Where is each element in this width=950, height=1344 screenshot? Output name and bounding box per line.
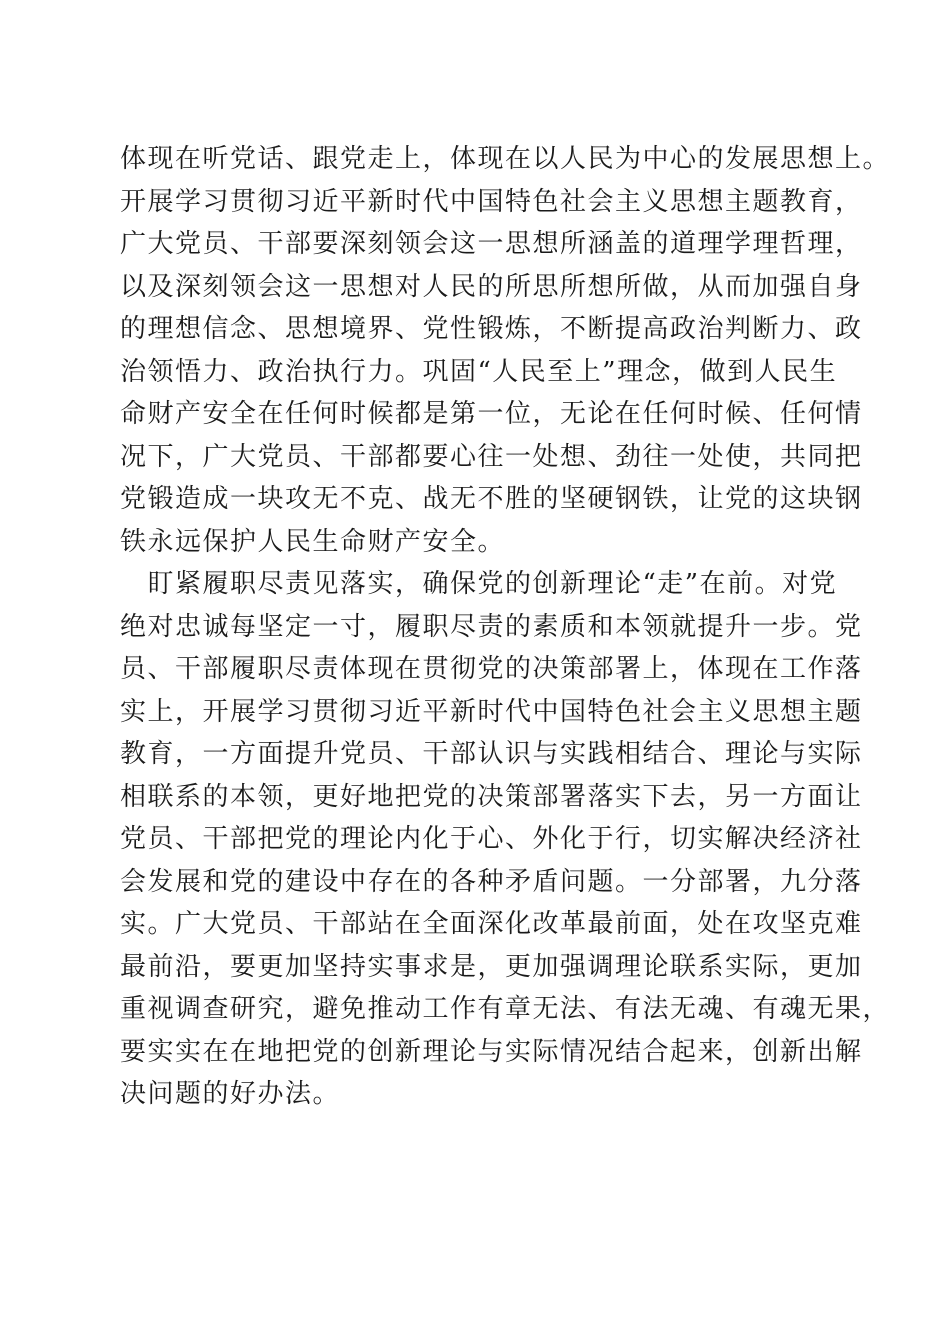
paragraph-1-line: 开展学习贯彻习近平新时代中国特色社会主义思想主题教育，	[120, 186, 863, 217]
paragraph-2-line: 教育，一方面提升党员、干部认识与实践相结合、理论与实际	[120, 739, 863, 769]
paragraph-1-line: 体现在听党话、跟党走上，体现在以人民为中心的发展思想上。	[120, 144, 891, 174]
paragraph-1-line: 的理想信念、思想境界、党性锻炼，不断提高政治判断力、政	[120, 314, 863, 344]
paragraph-1	[120, 138, 891, 563]
paragraph-2-line: 要实实在在地把党的创新理论与实际情况结合起来，创新出解	[120, 1036, 863, 1067]
paragraph-1-line: 况下，广大党员、干部都要心往一处想、劲往一处使，共同把	[120, 441, 863, 472]
paragraph-2-line: 党员、干部把党的理论内化于心、外化于行，切实解决经济社	[120, 824, 863, 854]
paragraph-2-line: 最前沿，要更加坚持实事求是，更加强调理论联系实际，更加	[120, 951, 863, 982]
paragraph-2-line: 相联系的本领，更好地把党的决策部署落实下去，另一方面让	[120, 781, 863, 812]
paragraph-1-line: 党锻造成一块攻无不克、战无不胜的坚硬钢铁，让党的这块钢	[120, 484, 863, 514]
paragraph-2-line: 盯紧履职尽责见落实，确保党的创新理论“走”在前。对党	[120, 569, 838, 599]
paragraph-2-line: 重视调查研究，避免推动工作有章无法、有法无魂、有魂无果，	[120, 994, 891, 1024]
paragraph-2-line: 实上，开展学习贯彻习近平新时代中国特色社会主义思想主题	[120, 696, 863, 727]
paragraph-2-line: 决问题的好办法。	[120, 1079, 341, 1109]
paragraph-2-line: 实。广大党员、干部站在全面深化改革最前面，处在攻坚克难	[120, 909, 863, 939]
paragraph-2	[120, 563, 891, 1116]
paragraph-1-line: 命财产安全在任何时候都是第一位，无论在任何时候、任何情	[120, 399, 863, 429]
paragraph-2-line: 会发展和党的建设中存在的各种矛盾问题。一分部署，九分落	[120, 866, 863, 897]
paragraph-2-line: 员、干部履职尽责体现在贯彻党的决策部署上，体现在工作落	[120, 654, 863, 684]
paragraph-2-line: 绝对忠诚每坚定一寸，履职尽责的素质和本领就提升一步。党	[120, 611, 863, 642]
paragraph-1-line: 广大党员、干部要深刻领会这一思想所涵盖的道理学理哲理，	[120, 229, 863, 259]
paragraph-1-line: 治领悟力、政治执行力。巩固“人民至上”理念，做到人民生	[120, 356, 838, 387]
paragraph-1-line: 以及深刻领会这一思想对人民的所思所想所做，从而加强自身	[120, 271, 863, 302]
paragraph-1-line: 铁永远保护人民生命财产安全。	[120, 526, 506, 557]
